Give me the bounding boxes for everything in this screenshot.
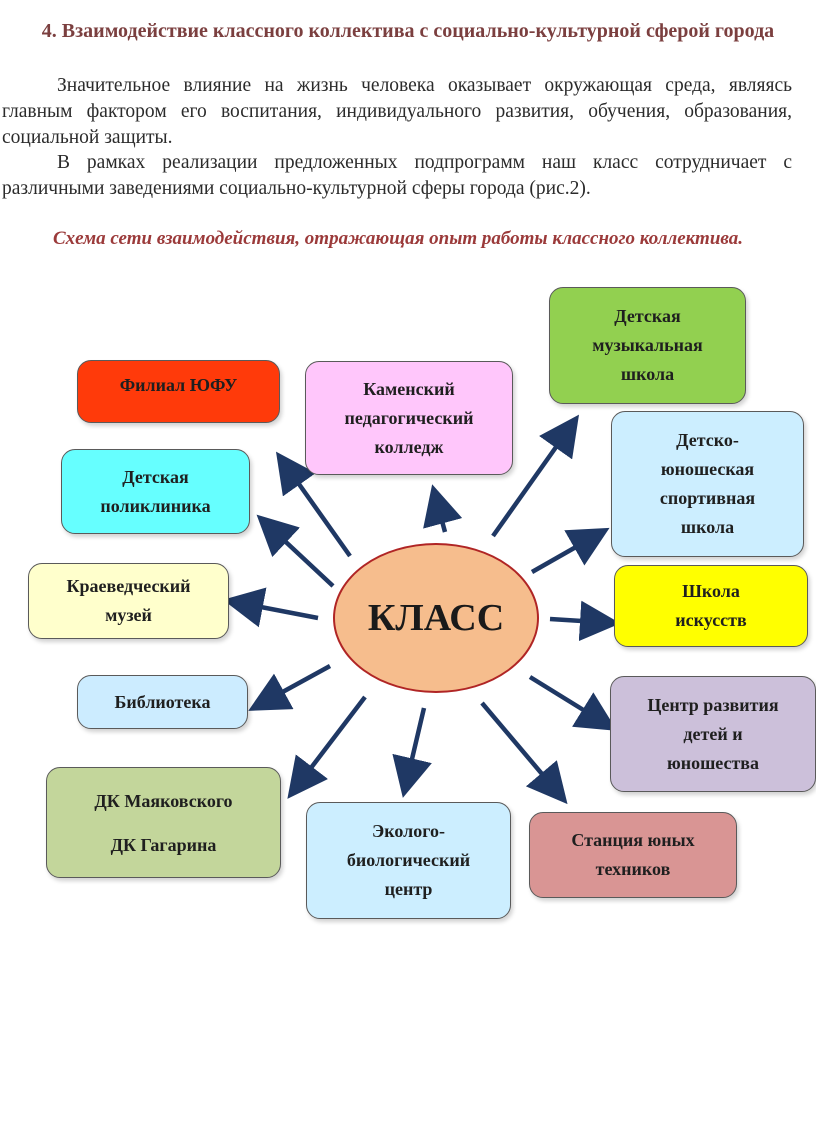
node-kamensk-college xyxy=(305,361,513,475)
node-local-history-museum xyxy=(28,563,229,639)
arrow-sport xyxy=(532,539,590,572)
arrow-museum xyxy=(245,604,318,618)
node-music-school xyxy=(549,287,746,404)
node-polyclinic xyxy=(61,449,250,534)
node-label: Эколого- биологический центр xyxy=(346,821,471,899)
node-culture-houses xyxy=(46,767,281,878)
arrow-tech xyxy=(482,703,553,787)
node-label: Детская музыкальная школа xyxy=(592,306,703,384)
arrow-kamensk xyxy=(438,506,445,532)
node-eco-bio-center xyxy=(306,802,511,919)
paragraph-cooperation: В рамках реализации предложенных подпрограмм наш класс сотрудничает с различными заведениями социально-культурной сферы города (рис.2). xyxy=(2,152,792,199)
section-heading: 4. Взаимодействие классного коллектива с социально-культурной сферой города xyxy=(41,20,775,42)
node-library xyxy=(77,675,248,729)
arrow-dk xyxy=(301,697,365,781)
node-label: Школа искусств xyxy=(675,581,747,630)
node-young-technicians-station xyxy=(529,812,737,898)
node-label: Каменский педагогический колледж xyxy=(344,378,474,457)
node-label: Филиал ЮФУ xyxy=(119,375,238,395)
arrow-filial xyxy=(289,470,350,556)
node-label: Библиотека xyxy=(114,691,211,712)
node-label: Краеведческий музей xyxy=(66,576,191,625)
arrow-polyclinic xyxy=(273,530,333,586)
node-label: Детская поликлиника xyxy=(100,466,211,516)
arrow-eco xyxy=(408,708,424,776)
node-label: Станция юных техников xyxy=(571,830,695,879)
node-sport-school xyxy=(611,411,804,557)
node-filial-yufu xyxy=(77,360,280,423)
node-arts-school xyxy=(614,565,808,647)
arrow-youth xyxy=(530,677,598,719)
paragraph-intro: Значительное влияние на жизнь человека оказывает окружающая среда, являясь главным фактором его воспитания, индивидуального развития, обучения, образования, социальной защиты. xyxy=(2,75,792,148)
node-youth-development-center xyxy=(610,676,816,792)
diagram-caption: Схема сети взаимодействия, отражающая опыт работы классного коллектива. xyxy=(52,228,744,249)
node-label: ДК Маяковского ДК Гагарина xyxy=(94,790,233,855)
node-label: Центр развития детей и юношества xyxy=(647,694,779,773)
arrow-arts xyxy=(550,619,598,622)
arrow-library xyxy=(268,666,330,700)
node-label: Детско- юношеская спортивная школа xyxy=(659,430,756,537)
center-node-class: КЛАСС xyxy=(333,543,539,693)
